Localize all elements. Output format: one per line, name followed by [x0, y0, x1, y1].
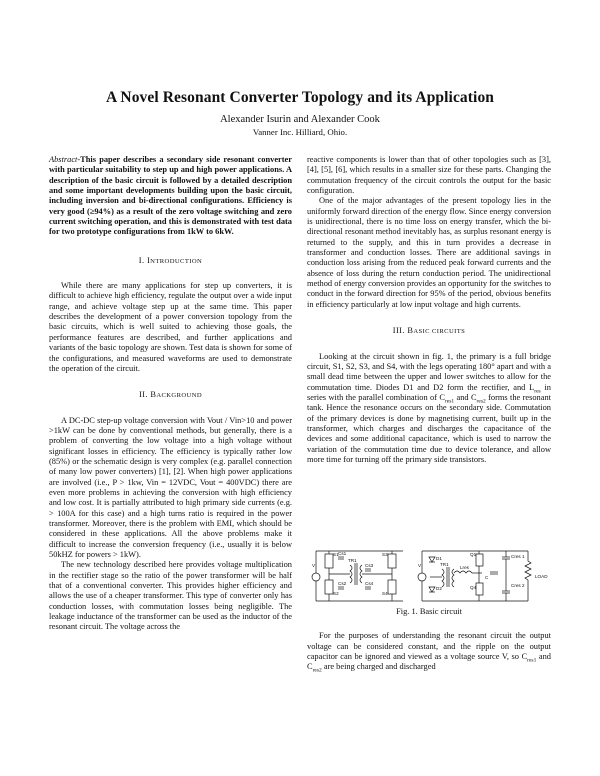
abstract — [49, 155, 292, 238]
label-s1: S1 — [333, 552, 339, 557]
section-initial: B — [150, 390, 157, 400]
section-heading-background — [49, 390, 292, 401]
subscript: res1 — [444, 398, 455, 405]
text-run: and C — [307, 652, 551, 672]
subscript: res1 — [527, 657, 537, 664]
label-cs1: Cs1 — [338, 551, 347, 556]
label-cs2: Cs2 — [338, 581, 347, 586]
diode-d2 — [429, 587, 435, 592]
left-column — [49, 155, 292, 633]
diode-d1 — [429, 557, 435, 562]
paper-title: A Novel Resonant Converter Topology and its Application — [105, 89, 495, 106]
background-paragraph-2: The new technology described here provides voltage multiplication in the rectifier stage so the ratio of the power transformer will be half that of a conventional converter. This provides higher efficiency and allows the use of a cheaper transformer. This type of converter only has conduction losses, with commutation losses being negligible. The leakage inductance of the transformer can be used as the inductor of the resonant circuit. The voltage across the — [49, 560, 292, 632]
switch-s2 — [325, 580, 333, 594]
section-smallcaps: ASIC CIRCUITS — [413, 328, 466, 336]
label-tr1-right: TR1 — [440, 562, 449, 567]
label-cres2: Cres 2 — [511, 583, 525, 588]
switch-s1 — [325, 554, 333, 568]
background-paragraph-1: A DC-DC step-up voltage conversion with Vout / Vin>10 and power >1kW can be done by conventional methods, but generally, there is a problem of converting the low voltage into a high voltage without significant losses in efficiency. The efficiency is typically rather low (85%) or the schematic design is very complex (e.g. parallel connection of many low power converters) [1], [2]. When high power applications are involved (i.e., P > 1kw, Vin = 12VDC, Vout = 400VDC) there are even more problems in achieving the conversion with high efficiency and low cost. It is partially attributed to high primary side currents (e.g. > 100A for this case) and a high turns ratio is required in the power transformer. Moreover, there is the problem with EMI, which should be considered in these applications. All the above problems make it difficult to increase the conversion frequency (i.e., usually it is below 50kHZ for powers > 1kW). — [49, 415, 292, 559]
section-number: I. — [138, 255, 147, 265]
label-tr1-left: TR1 — [348, 558, 357, 563]
right-column-lower — [307, 607, 551, 673]
text-run: forms the resonant tank. Hence the resonance occurs on the secondary side. Commutation of the primary devices is done by magnetising current, built up in the transformer, which charges and discharges the capacitance of the devices and some additional capacitance, which is used to narrow the variation of the commutation time due to device tolerance, and allow more time for turning off the primary side transistors. — [307, 392, 551, 464]
abstract-label: Abstract- — [49, 155, 81, 164]
label-q1: Q1 — [470, 552, 477, 557]
paper-authors: Alexander Isurin and Alexander Cook — [220, 114, 380, 125]
label-v-left: V — [312, 563, 316, 568]
label-d1: D1 — [436, 556, 442, 561]
paper-affiliation: Vanner Inc. Hilliard, Ohio. — [252, 127, 348, 137]
label-cres1: Cres 1 — [511, 554, 525, 559]
abstract-text: This paper describes a secondary side resonant converter with particular suitability to step up and high power applications. A description of the basic circuit is followed by a detailed description and some important developments building upon the basic circuit, including inversion and bi-directional configurations. Efficiency is very good (≥94%) as a result of the zero voltage switching and zero current switching operation, and this is demonstrated with test data for two prototype configurations from 1kW to 6kW. — [49, 155, 292, 237]
label-s3: S3 — [382, 552, 388, 557]
label-d2: D2 — [436, 586, 442, 591]
label-s4: S4 — [382, 591, 388, 596]
text-run: are being charged and discharged — [321, 662, 436, 672]
section-initial: B — [407, 326, 414, 336]
introduction-paragraph: While there are many applications for step up converters, it is difficult to achieve high efficiency, regulate the output over a wide input range, and achieve voltage step up at the same time. This paper describes the development of a power conversion topology from the basic circuits, which is well suited to achieving those goals, the performance features are described, and further applications and variants of the basic topology are shown. Test data is shown for some of the configurations, and measured waveforms are used to demonstrate the operation of the circuit. — [49, 281, 292, 373]
text-run: in series with the parallel combination of C — [307, 382, 551, 402]
right-continuation-paragraph: reactive components is lower than that of other topologies such as [3], [4], [5], [6], which results in a smaller size for these parts. Changing the commutation frequency of the circuit controls the output for the basic configuration. — [307, 155, 551, 196]
text-run: and C — [454, 392, 477, 402]
section-heading-introduction — [49, 256, 292, 267]
figure-basic-circuit — [310, 543, 556, 605]
subscript: res — [534, 388, 541, 395]
label-v-right: V — [418, 563, 422, 568]
switch-s4 — [388, 580, 396, 594]
label-lres: Lres — [460, 565, 469, 570]
resonant-inductor — [454, 571, 472, 573]
subscript: res2 — [312, 668, 322, 675]
resonant-analysis-paragraph — [307, 631, 551, 675]
section-heading-basic-circuits — [307, 326, 551, 337]
transformer-primary — [350, 565, 352, 583]
text-run: Looking at the circuit shown in fig. 1, the primary is a full bridge circuit, S1, S2, S3, and S4, with the legs operating 180° apart and with a small dead time between the upper and lower switches to allow for the commutation time. Diodes D1 and D2 form the rectifier, and L — [307, 351, 551, 392]
right-column — [307, 155, 551, 465]
section-number: III. — [392, 326, 408, 336]
advantages-paragraph: One of the major advantages of the present topology lies in the uniformly forward direction of the energy flow. Since energy conversion is unidirectional, there is no time loss on energy transfer, which the bi-directional resonant method inevitably has, as surplus resonant energy is returned to the supply, and this in turn provides a decrease in transformer and conduction losses. There are additional savings in conduction loss arising from the reduced peak forward currents and the absence of loss during the return conduction period. The unidirectional method of energy conversion provides an opportunity for the switches to conduct in the forward direction for 95% of the period, obvious benefits in efficiency particularly at low input voltage and high currents. — [307, 196, 551, 309]
voltage-source-left — [312, 573, 320, 581]
switch-s3 — [388, 554, 396, 568]
section-initial: I — [146, 255, 151, 265]
basic-circuit-paragraph — [307, 352, 551, 466]
subscript: res2 — [476, 398, 486, 405]
label-q4: Q4 — [470, 585, 477, 590]
switch-q4 — [476, 583, 483, 595]
label-cs3: Cs3 — [365, 563, 374, 568]
section-number: II. — [138, 390, 151, 400]
text-run: For the purposes of understanding the resonant circuit the output voltage can be considered constant, and the ripple on the output capacitor can be ignored and viewed as a voltage source V, so C — [307, 631, 551, 662]
label-s2: S2 — [333, 591, 339, 596]
section-smallcaps: NTRODUCTION — [150, 257, 203, 265]
label-c: C — [485, 575, 489, 580]
section-smallcaps: ACKGROUND — [156, 392, 203, 400]
label-cs4: Cs4 — [365, 581, 374, 586]
load-resistor — [525, 551, 531, 601]
label-load: LOAD — [535, 574, 548, 579]
switch-q1 — [476, 554, 483, 566]
transformer-secondary — [360, 565, 362, 583]
figure-caption: Fig. 1. Basic circuit — [396, 607, 462, 616]
voltage-source-right — [418, 573, 426, 581]
circuit-diagram — [310, 543, 556, 605]
